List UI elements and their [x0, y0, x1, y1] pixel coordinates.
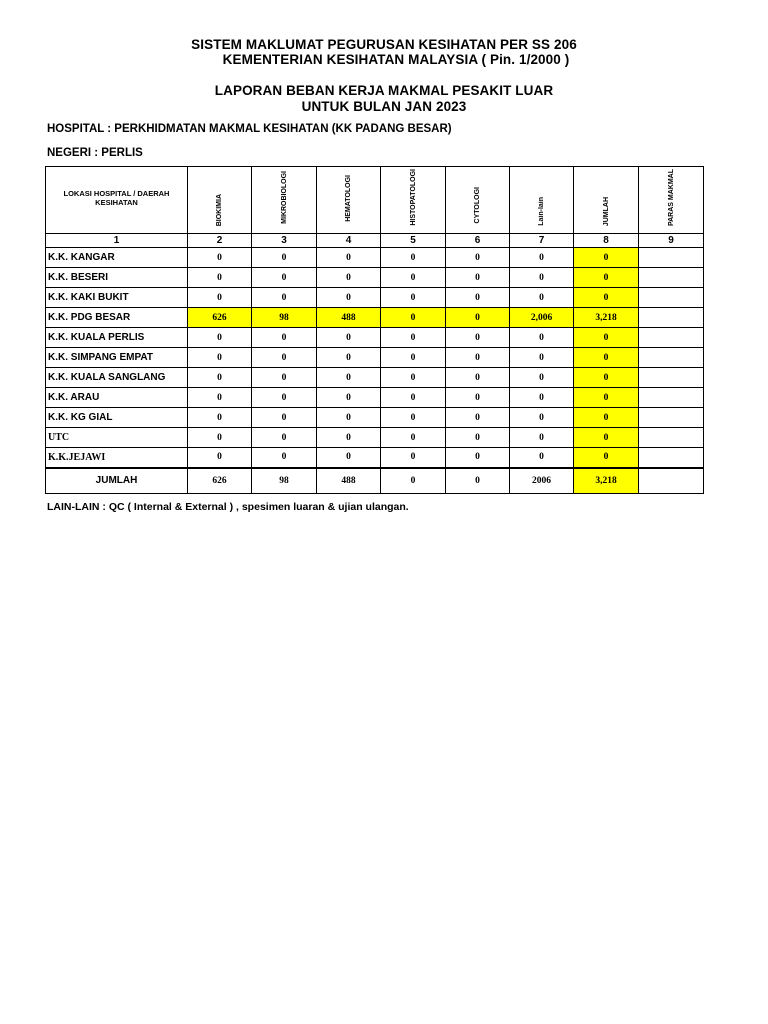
table-cell: 0: [446, 308, 510, 328]
row-location: K.K. KANGAR: [46, 248, 188, 268]
column-number: 8: [574, 234, 639, 248]
table-cell: 0: [381, 348, 446, 368]
table-row: [46, 328, 704, 348]
table-cell: 0: [446, 348, 510, 368]
column-number: 7: [510, 234, 574, 248]
table-cell: 2,006: [510, 308, 574, 328]
table-cell: [639, 368, 704, 388]
row-location: K.K. PDG BESAR: [46, 308, 188, 328]
column-header-biokimia: BIOKIMIA: [188, 167, 252, 234]
table-cell: [639, 348, 704, 368]
table-cell: [639, 408, 704, 428]
column-header-hematologi: HEMATOLOGI: [317, 167, 381, 234]
table-cell: 0: [510, 288, 574, 308]
table-cell: 0: [252, 328, 317, 348]
total-cell: 488: [317, 468, 381, 494]
table-cell: 0: [317, 288, 381, 308]
row-location: K.K. BESERI: [46, 268, 188, 288]
table-row: [46, 428, 704, 448]
table-cell: 0: [317, 348, 381, 368]
table-row: [46, 348, 704, 368]
footnote: LAIN-LAIN : QC ( Internal & External ) , spesimen luaran & ujian ulangan.: [47, 501, 409, 513]
table-cell: [639, 308, 704, 328]
cell-jumlah: 0: [574, 268, 639, 288]
report-title-month: UNTUK BULAN JAN 2023: [301, 99, 467, 114]
table-cell: 0: [446, 268, 510, 288]
table-cell: 0: [446, 248, 510, 268]
table-cell: 0: [188, 388, 252, 408]
row-location: K.K. KAKI BUKIT: [46, 288, 188, 308]
total-cell: 0: [381, 468, 446, 494]
report-title-main: LAPORAN BEBAN KERJA MAKMAL PESAKIT LUAR: [214, 83, 554, 98]
column-number: 9: [639, 234, 704, 248]
column-number: 4: [317, 234, 381, 248]
total-cell: 98: [252, 468, 317, 494]
total-cell: 626: [188, 468, 252, 494]
table-row: [46, 268, 704, 288]
column-header-jumlah: JUMLAH: [574, 167, 639, 234]
table-header-row: [46, 167, 704, 234]
table-cell: [639, 268, 704, 288]
table-cell: [639, 388, 704, 408]
table-body: [46, 248, 704, 468]
total-cell: 2006: [510, 468, 574, 494]
table-cell: 0: [381, 408, 446, 428]
hospital-label: HOSPITAL : PERKHIDMATAN MAKMAL KESIHATAN (KK PADANG BESAR): [47, 123, 452, 135]
column-number: 6: [446, 234, 510, 248]
table-cell: 0: [317, 428, 381, 448]
table-row: [46, 448, 704, 468]
table-cell: 0: [446, 408, 510, 428]
table-cell: 0: [252, 428, 317, 448]
column-header-cytologi: CYTOLOGI: [446, 167, 510, 234]
table-row: [46, 288, 704, 308]
column-number: 5: [381, 234, 446, 248]
cell-jumlah: 0: [574, 408, 639, 428]
table-row: [46, 248, 704, 268]
table-cell: 626: [188, 308, 252, 328]
table-cell: 0: [381, 308, 446, 328]
table-cell: 0: [446, 368, 510, 388]
column-header-lain-lain: Lain-lain: [510, 167, 574, 234]
table-cell: 0: [252, 368, 317, 388]
table-cell: 0: [446, 328, 510, 348]
table-cell: [639, 288, 704, 308]
table-cell: 0: [510, 408, 574, 428]
table-cell: [639, 428, 704, 448]
table-cell: 488: [317, 308, 381, 328]
table-cell: 0: [188, 368, 252, 388]
table-cell: 0: [188, 448, 252, 468]
report-title-system: SISTEM MAKLUMAT PEGURUSAN KESIHATAN PER SS 206: [191, 37, 577, 52]
table-cell: 0: [381, 388, 446, 408]
table-cell: 0: [252, 248, 317, 268]
table-cell: 0: [446, 388, 510, 408]
cell-jumlah: 0: [574, 368, 639, 388]
row-location: K.K. SIMPANG EMPAT: [46, 348, 188, 368]
cell-jumlah: 0: [574, 328, 639, 348]
total-cell: [639, 468, 704, 494]
total-label: JUMLAH: [46, 468, 188, 494]
table-cell: 0: [510, 268, 574, 288]
table-cell: 0: [317, 268, 381, 288]
total-cell: 0: [446, 468, 510, 494]
table-cell: 0: [510, 428, 574, 448]
cell-jumlah: 0: [574, 388, 639, 408]
workload-table: [45, 166, 704, 494]
table-cell: 0: [381, 268, 446, 288]
table-cell: 0: [188, 328, 252, 348]
report-title-ministry: KEMENTERIAN KESIHATAN MALAYSIA ( Pin. 1/2000 ): [222, 52, 570, 67]
table-cell: 0: [252, 288, 317, 308]
column-header-paras-makmal: PARAS MAKMAL: [639, 167, 704, 234]
table-row: [46, 388, 704, 408]
column-header-lokasi: LOKASI HOSPITAL / DAERAH KESIHATAN: [46, 167, 188, 234]
row-location: K.K. ARAU: [46, 388, 188, 408]
table-cell: 0: [381, 428, 446, 448]
table-cell: 0: [188, 268, 252, 288]
table-cell: 0: [188, 348, 252, 368]
table-cell: 0: [252, 348, 317, 368]
table-cell: 0: [510, 348, 574, 368]
table-cell: 0: [446, 288, 510, 308]
column-number: 3: [252, 234, 317, 248]
table-cell: 0: [510, 328, 574, 348]
table-cell: 0: [188, 288, 252, 308]
column-header-histopatologi: HISTOPATOLOGI: [381, 167, 446, 234]
row-location: K.K. KUALA PERLIS: [46, 328, 188, 348]
cell-jumlah: 0: [574, 448, 639, 468]
table-cell: 0: [317, 248, 381, 268]
table-cell: 0: [446, 448, 510, 468]
table-cell: 98: [252, 308, 317, 328]
table-total-row: [46, 468, 704, 494]
table-cell: 0: [317, 408, 381, 428]
cell-jumlah: 0: [574, 248, 639, 268]
table-cell: 0: [381, 328, 446, 348]
column-number: 2: [188, 234, 252, 248]
table-row: [46, 408, 704, 428]
cell-jumlah: 3,218: [574, 308, 639, 328]
table-cell: 0: [188, 248, 252, 268]
row-location: K.K.JEJAWI: [46, 448, 188, 468]
table-cell: 0: [381, 448, 446, 468]
table-cell: 0: [188, 428, 252, 448]
row-location: K.K. KUALA SANGLANG: [46, 368, 188, 388]
cell-jumlah: 0: [574, 348, 639, 368]
table-cell: 0: [446, 428, 510, 448]
total-cell-jumlah: 3,218: [574, 468, 639, 494]
table-cell: 0: [252, 448, 317, 468]
table-cell: 0: [317, 368, 381, 388]
table-cell: 0: [510, 368, 574, 388]
table-cell: 0: [317, 328, 381, 348]
table-cell: 0: [510, 448, 574, 468]
table-cell: [639, 448, 704, 468]
table-row: [46, 308, 704, 328]
table-cell: [639, 248, 704, 268]
table-cell: 0: [317, 448, 381, 468]
table-cell: 0: [252, 408, 317, 428]
table-cell: 0: [381, 248, 446, 268]
table-cell: 0: [381, 288, 446, 308]
negeri-label: NEGERI : PERLIS: [47, 147, 143, 159]
cell-jumlah: 0: [574, 428, 639, 448]
column-header-mikrobiologi: MIKROBIOLOGI: [252, 167, 317, 234]
row-location: K.K. KG GIAL: [46, 408, 188, 428]
row-location: UTC: [46, 428, 188, 448]
table-cell: 0: [188, 408, 252, 428]
table-cell: 0: [317, 388, 381, 408]
table-cell: 0: [381, 368, 446, 388]
table-cell: 0: [510, 388, 574, 408]
column-number: 1: [46, 234, 188, 248]
table-cell: [639, 328, 704, 348]
table-cell: 0: [252, 268, 317, 288]
table-cell: 0: [510, 248, 574, 268]
cell-jumlah: 0: [574, 288, 639, 308]
column-number-row: [46, 234, 704, 248]
table-row: [46, 368, 704, 388]
table-cell: 0: [252, 388, 317, 408]
